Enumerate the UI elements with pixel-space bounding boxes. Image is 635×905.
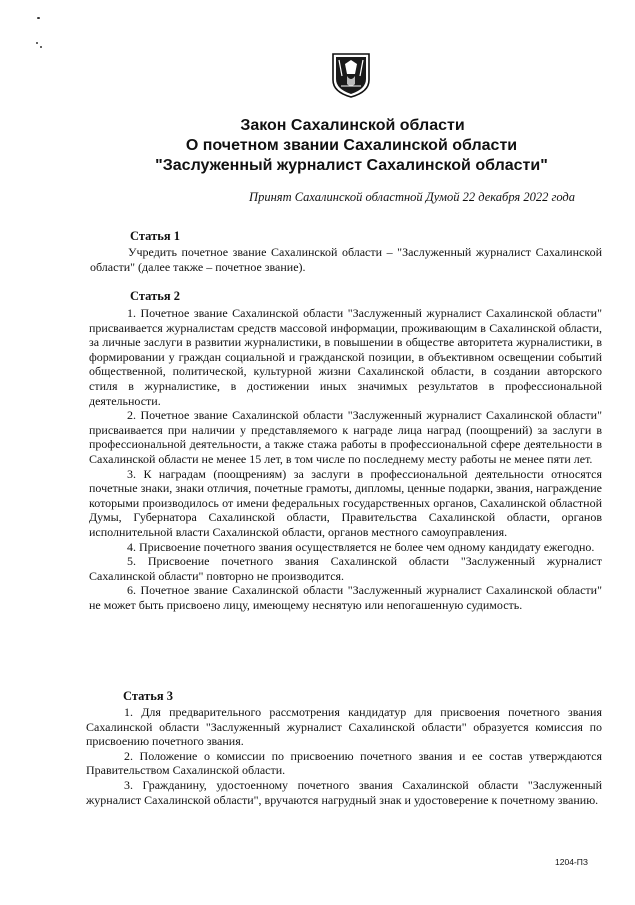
article-1-body: [90, 245, 602, 274]
article-paragraph: 6. Почетное звание Сахалинской области "Заслуженный журналист Сахалинской области" не может быть присвоено лицу, имеющему неснятую или непогашенную судимость.: [89, 583, 602, 612]
article-paragraph: 5. Присвоение почетного звания Сахалинской области "Заслуженный журналист Сахалинской области" повторно не производится.: [89, 554, 602, 583]
scan-speck: [40, 46, 42, 48]
article-paragraph: 1. Почетное звание Сахалинской области "Заслуженный журналист Сахалинской области" присваивается журналистам средств массовой информации, проживающим в Сахалинской области, за личные заслуги в развитии журналистики, в повышении в обществе авторитета журналистики, в формировании у граждан социальной и гражданской позиции, в объективном освещении событий общественной, политической, культурной жизни Сахалинской области, в создании авторского стиля в журналистике, в достижении иных значимых результатов в профессиональной деятельности.: [89, 306, 602, 408]
article-paragraph: 1. Для предварительного рассмотрения кандидатур для присвоения почетного звания Сахалинской области "Заслуженный журналист Сахалинской области" образуется комиссия по присвоению почетного звания.: [86, 705, 602, 749]
scan-speck: [37, 17, 40, 19]
document-code: 1204-ПЗ: [555, 857, 588, 867]
law-subtitle-line1: О почетном звании Сахалинской области: [185, 137, 518, 154]
law-title: Закон Сахалинской области: [240, 117, 465, 134]
article-paragraph: Учредить почетное звание Сахалинской области – "Заслуженный журналист Сахалинской области" (далее также – почетное звание).: [90, 245, 602, 274]
article-paragraph: 2. Почетное звание Сахалинской области "Заслуженный журналист Сахалинской области" присваивается при наличии у представляемого к награде лица наград (поощрений) за заслуги в профессиональной деятельности, а также стажа работы в профессиональной сфере деятельности в Сахалинской области не менее 15 лет, в том числе по последнему месту работы не менее пяти лет.: [89, 408, 602, 466]
article-paragraph: 3. Гражданину, удостоенному почетного звания Сахалинской области "Заслуженный журналист Сахалинской области", вручаются нагрудный знак и удостоверение к почетному званию.: [86, 777, 602, 807]
article-3-body: [86, 705, 602, 807]
adoption-note: Принят Сахалинской областной Думой 22 декабря 2022 года: [249, 190, 575, 204]
article-paragraph: 3. К наградам (поощрениям) за заслуги в профессиональной деятельности относятся почетные знаки, знаки отличия, почетные грамоты, дипломы, ценные подарки, звания, награждение которыми производилось от имени федеральных государственных органов, Сахалинской областной Думы, Губернатора Сахалинской области, Правительства Сахалинской области, органов исполнительной власти Сахалинской области, органов местного самоуправления.: [89, 466, 602, 539]
law-subtitle-line2: "Заслуженный журналист Сахалинской области": [155, 157, 548, 174]
article-1-heading: Статья 1: [130, 229, 180, 243]
article-2-body: [89, 306, 602, 612]
article-3-heading: Статья 3: [123, 689, 173, 703]
article-paragraph: 2. Положение о комиссии по присвоению почетного звания и ее состав утверждаются Правительством Сахалинской области.: [86, 748, 602, 778]
coat-of-arms-icon: [331, 52, 371, 98]
article-paragraph: 4. Присвоение почетного звания осуществляется не более чем одному кандидату ежегодно.: [127, 539, 595, 554]
scan-speck: [36, 42, 38, 44]
article-2-heading: Статья 2: [130, 289, 180, 303]
